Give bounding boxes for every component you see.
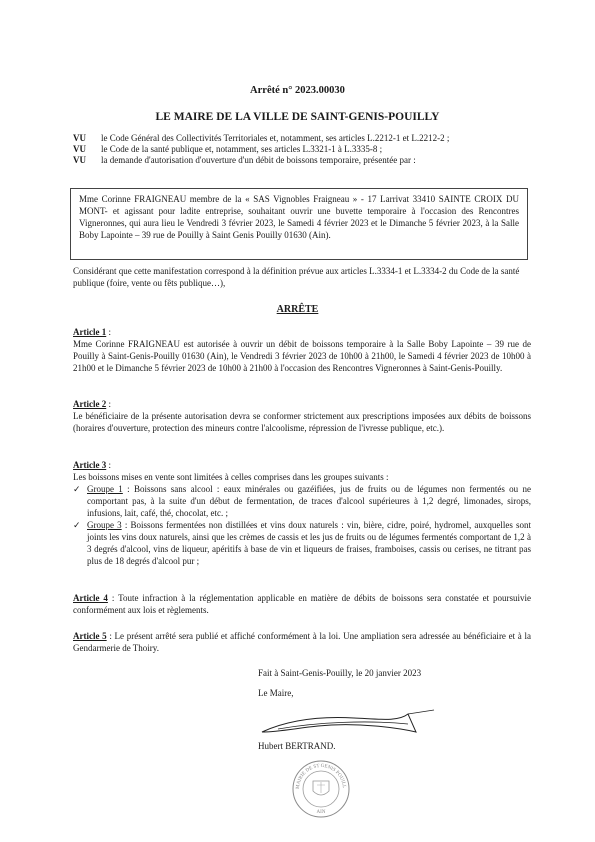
article-3: Article 3 : Les boissons mises en vente sont limitées à celles comprises dans les groupes suivants : ✓ Groupe 1 : Boissons sans alcool : eaux minérales ou gazéifiées, jus de fruits ou de légumes non fermentés ou ne comportant pas, à la suite d'un début de fermentation, de traces d'alcool supérieures à 1,2 degré, limonades, sirops, infusions, lait, café, thé, chocolat, etc. ; ✓ Groupe 3 : Boissons fermentées non distillées et vins doux naturels : vin, bière, cidre, poiré, hydromel, auxquelles sont joints les vins doux naturels, ainsi que les crèmes de cassis et les jus de fruits ou de légumes fermentés comportant de 1,2 à 3 degrés d'alcool, vins de liqueur, apéritifs à base de vin et liqueurs de fraises, framboises, cassis ou cerises, ne titrant pas plus de 18 degrés d'alcool pur ; [73, 460, 531, 566]
municipal-seal [291, 759, 351, 819]
article-text: Le présent arrêté sera publié et affiché conformément à la loi. Une ampliation sera adressée au bénéficiaire et à la Gendarmerie de Thoiry. [73, 631, 531, 653]
vu-list [73, 133, 513, 166]
article-title: Article 5 [73, 631, 107, 641]
check-icon: ✓ [73, 520, 81, 530]
vu-label: VU [73, 144, 86, 154]
article-text: Mme Corinne FRAIGNEAU est autorisée à ouvrir un débit de boissons temporaire à la Salle Boby Lapointe – 39 rue de Pouilly à Saint-Genis-Pouilly 01630 (Ain), le Vendredi 3 février 2023 de 10h00 à 21h00, le Samedi 4 février 2023 de 10h00 à 21h00 et le Dimanche 5 février 2023 de 10h00 à 21h00 à l'occasion des Rencontres Vigneronnes à Saint-Genis-Pouilly. [73, 339, 531, 373]
seal-bottom-text: AIN [316, 810, 326, 815]
seal-ring-text: MAIRIE DE ST GENIS POUILL [295, 763, 346, 790]
vu-text: le Code Général des Collectivités Territoriales et, notamment, ses articles L.2212-1 et L.2212-2 ; [101, 133, 450, 143]
group-item: ✓ Groupe 3 : Boissons fermentées non distillées et vins doux naturels : vin, bière, cidre, poiré, hydromel, auxquelles sont joints les vins doux naturels, ainsi que les crèmes de cassis et les jus de fruits ou de légumes fermentés comportant de 1,2 à 3 degrés d'alcool, vins de liqueur, apéritifs à base de vin et liqueurs de fraises, framboises, cassis ou cerises, ne titrant pas plus de 18 degrés d'alcool pur ; [73, 520, 531, 566]
article-1: Article 1 : Mme Corinne FRAIGNEAU est autorisée à ouvrir un débit de boissons temporaire à la Salle Boby Lapointe – 39 rue de Pouilly à Saint-Genis-Pouilly 01630 (Ain), le Vendredi 3 février 2023 de 10h00 à 21h00, le Samedi 4 février 2023 de 10h00 à 21h00 et le Dimanche 5 février 2023 de 10h00 à 21h00 à l'occasion des Rencontres Vigneronnes à Saint-Genis-Pouilly. [73, 327, 531, 373]
decree-reference: Arrêté n° 2023.00030 [250, 85, 345, 96]
vu-item [73, 144, 513, 155]
mayor-title: LE MAIRE DE LA VILLE DE SAINT-GENIS-POUILLY [155, 111, 440, 123]
article-text: Toute infraction à la réglementation applicable en matière de débits de boissons sera constatée et poursuivie conformément aux lois et règlements. [73, 593, 532, 615]
considerant-paragraph: Considérant que cette manifestation correspond à la définition prévue aux articles L.3334-1 et L.3334-2 du Code de la santé publique (foire, vente ou fêts publique…), [73, 266, 520, 288]
group-name: Groupe 3 [87, 520, 122, 530]
article-2: Article 2 : Le bénéficiaire de la présente autorisation devra se conformer strictement aux prescriptions imposées aux débits de boissons (horaires d'ouverture, protection des mineurs contre l'alcoolisme, répression de l'ivresse publique, etc.). [73, 399, 531, 433]
group-name: Groupe 1 [87, 484, 123, 494]
vu-text: la demande d'autorisation d'ouverture d'un débit de boissons temporaire, présentée par : [101, 155, 416, 165]
groups-list [73, 483, 531, 567]
article-4: Article 4 : Toute infraction à la réglementation applicable en matière de débits de boissons sera constatée et poursuivie conformément aux lois et règlements. [73, 593, 532, 615]
applicant-box: Mme Corinne FRAIGNEAU membre de la « SAS Vignobles Fraigneau » - 17 Larrivat 33410 SAINTE CROIX DU MONT- et agissant pour ladite entreprise, souhaitant ouvrir une buvette temporaire à l'occasion des Rencontres Vigneronnes, qui aura lieu le Vendredi 3 février 2023, le Samedi 4 février 2023 et le Dimanche 5 février 2023, à la Salle Boby Lapointe – 39 rue de Pouilly à Saint Genis Pouilly 01630 (Ain). [70, 188, 528, 260]
group-text: Boissons fermentées non distillées et vins doux naturels : vin, bière, cidre, poiré, hydromel, auxquelles sont joints les vins doux naturels, ainsi que les crèmes de cassis et les jus de fruits ou de légumes fermentés comportant de 1,2 à 3 degrés d'alcool, vins de liqueur, apéritifs à base de vin et liqueurs de fraises, framboises, cassis ou cerises, ne titrant pas plus de 18 degrés d'alcool pur ; [87, 520, 531, 566]
place-date: Fait à Saint-Genis-Pouilly, le 20 janvier 2023 [258, 668, 422, 678]
article-title: Article 4 [73, 593, 108, 603]
article-title: Article 3 [73, 460, 107, 470]
group-item: ✓ Groupe 1 : Boissons sans alcool : eaux minérales ou gazéifiées, jus de fruits ou de légumes non fermentés ou ne comportant pas, à la suite d'un début de fermentation, de traces d'alcool supérieures à 1,2 degré, limonades, sirops, infusions, lait, café, thé, chocolat, etc. ; [73, 484, 531, 518]
article-intro: Les boissons mises en vente sont limitées à celles comprises dans les groupes suivants : [73, 472, 389, 482]
vu-item [73, 155, 513, 166]
article-5: Article 5 : Le présent arrêté sera publié et affiché conformément à la loi. Une ampliation sera adressée au bénéficiaire et à la Gendarmerie de Thoiry. [73, 631, 531, 653]
arrete-heading: ARRÊTE [276, 304, 319, 315]
check-icon: ✓ [73, 484, 81, 494]
article-text: Le bénéficiaire de la présente autorisation devra se conformer strictement aux prescriptions imposées aux débits de boissons (horaires d'ouverture, protection des mineurs contre l'alcoolisme, répression de l'ivresse publique, etc.). [73, 411, 531, 433]
article-title: Article 1 [73, 327, 107, 337]
signatory-name: Hubert BERTRAND. [258, 741, 336, 751]
vu-text: le Code de la santé publique et, notamment, ses articles L.3321-1 à L.3335-8 ; [101, 144, 383, 154]
signatory-role: Le Maire, [258, 688, 294, 698]
vu-label: VU [73, 155, 86, 165]
vu-item [73, 133, 513, 144]
signature-image [258, 702, 438, 740]
vu-label: VU [73, 133, 86, 143]
article-title: Article 2 [73, 399, 107, 409]
group-text: Boissons sans alcool : eaux minérales ou gazéifiées, jus de fruits ou de légumes non fermentés ou ne comportant pas, à la suite d'un début de fermentation, de traces d'alcool supérieures à 1,2 degré, limonades, sirops, infusions, lait, café, thé, chocolat, etc. ; [87, 484, 531, 518]
